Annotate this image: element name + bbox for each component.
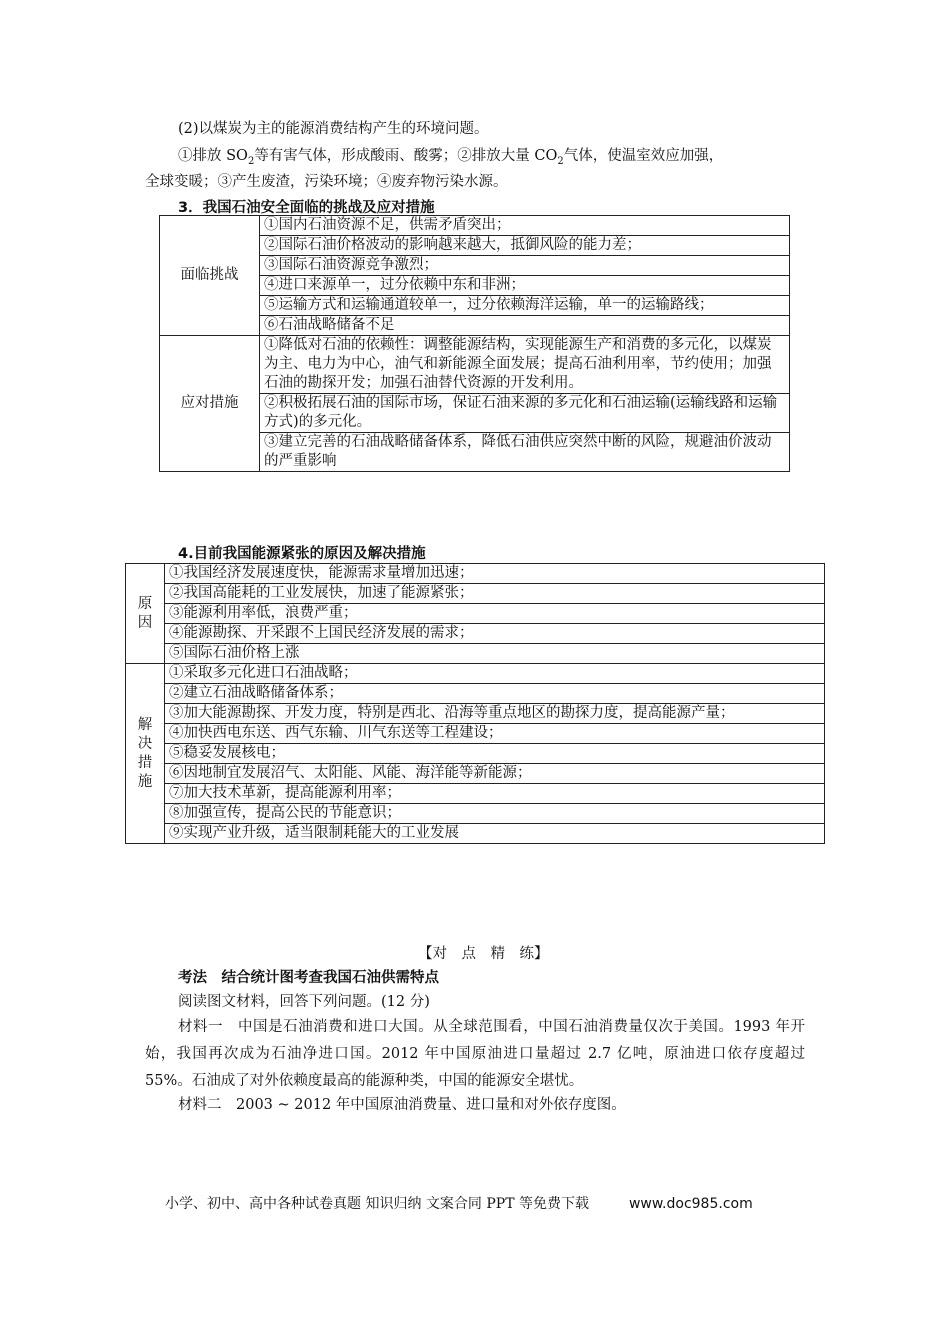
solution-item: ⑨实现产业升级，适当限制耗能大的工业发展 <box>165 824 825 844</box>
so2-subscript: 2 <box>247 155 255 167</box>
footer-text: 小学、初中、高中各种试卷真题 知识归纳 文案合同 PPT 等免费下载 <box>165 1196 589 1212</box>
table-row <box>126 804 825 824</box>
practice-method: 考法 结合统计图考查我国石油供需特点 <box>178 970 439 986</box>
reason-item: ①我国经济发展速度快，能源需求量增加迅速； <box>165 564 825 584</box>
solution-item: ④加快西电东送、西气东输、川气东送等工程建设； <box>165 724 825 744</box>
solution-item: ⑤稳妥发展核电； <box>165 744 825 764</box>
reason-item: ④能源勘探、开采跟不上国民经济发展的需求； <box>165 624 825 644</box>
section3-title: 3．我国石油安全面临的挑战及应对措施 <box>178 200 435 216</box>
challenge-item: ⑥石油战略储备不足 <box>260 316 790 336</box>
table-row <box>160 216 790 236</box>
table-row <box>126 764 825 784</box>
table-row <box>126 584 825 604</box>
table-row <box>126 644 825 664</box>
oil-security-table <box>159 215 790 472</box>
challenge-item: ③国际石油资源竞争激烈； <box>260 256 790 276</box>
challenge-item: ④进口来源单一，过分依赖中东和非洲； <box>260 276 790 296</box>
table-row <box>126 684 825 704</box>
challenge-item: ②国际石油价格波动的影响越来越大，抵御风险的能力差； <box>260 236 790 256</box>
solution-item: ②建立石油战略储备体系； <box>165 684 825 704</box>
reason-item: ⑤国际石油价格上涨 <box>165 644 825 664</box>
measure-item: ③建立完善的石油战略储备体系，降低石油供应突然中断的风险，规避油价波动的严重影响 <box>260 433 790 472</box>
table-row <box>126 724 825 744</box>
solution-item: ⑥因地制宜发展沼气、太阳能、风能、海洋能等新能源； <box>165 764 825 784</box>
measures-label: 应对措施 <box>160 336 260 472</box>
co2-subscript: 2 <box>557 155 564 167</box>
page-footer <box>165 1193 753 1213</box>
solution-item: ⑧加强宣传，提高公民的节能意识； <box>165 804 825 824</box>
section2-line2: 全球变暖；③产生废渣，污染环境；④废弃物污染水源。 <box>145 174 508 190</box>
material-one: 材料一 中国是石油消费和进口大国。从全球范围看，中国石油消费量仅次于美国。1993 年开始，我国再次成为石油净进口国。2012 年中国原油进口量超过 2.7 亿吨，原油进口依存度超过 55%。石油成了对外依赖度最高的能源种类，中国的能源安全堪忧。 <box>145 1019 805 1089</box>
table-row <box>126 604 825 624</box>
practice-instruction: 阅读图文材料，回答下列问题。(12 分) <box>178 994 430 1010</box>
table-row <box>126 784 825 804</box>
table-row <box>126 564 825 584</box>
section2-heading: (2)以煤炭为主的能源消费结构产生的环境问题。 <box>178 121 489 137</box>
footer-url[interactable]: www.doc985.com <box>628 1196 753 1212</box>
table-row <box>126 624 825 644</box>
table-row <box>126 824 825 844</box>
solutions-label: 解决措施 <box>126 664 165 844</box>
line1-part-a: ①排放 SO <box>178 148 248 164</box>
section4-title: 4.目前我国能源紧张的原因及解决措施 <box>178 546 426 562</box>
challenges-label: 面临挑战 <box>160 216 260 336</box>
reasons-label: 原因 <box>126 564 165 664</box>
challenge-item: ①国内石油资源不足，供需矛盾突出； <box>260 216 790 236</box>
table-row <box>126 664 825 684</box>
energy-shortage-table <box>125 563 825 844</box>
measure-item: ②积极拓展石油的国际市场，保证石油来源的多元化和石油运输(运输线路和运输方式)的多元化。 <box>260 394 790 433</box>
practice-heading: 【对 点 精 练】 <box>418 946 549 962</box>
table-row <box>126 744 825 764</box>
reason-item: ②我国高能耗的工业发展快，加速了能源紧张； <box>165 584 825 604</box>
table-row <box>160 336 790 394</box>
challenge-item: ⑤运输方式和运输通道较单一，过分依赖海洋运输，单一的运输路线； <box>260 296 790 316</box>
measure-item: ①降低对石油的依赖性：调整能源结构，实现能源生产和消费的多元化，以煤炭为主、电力为中心，油气和新能源全面发展；提高石油利用率，节约使用；加强石油的勘探开发；加强石油替代资源的开发利用。 <box>260 336 790 394</box>
reason-item: ③能源利用率低，浪费严重； <box>165 604 825 624</box>
line1-part-b: 等有害气体，形成酸雨、酸雾；②排放大量 CO <box>254 148 558 164</box>
table-row <box>126 704 825 724</box>
material-two: 材料二 2003 ~ 2012 年中国原油消费量、进口量和对外依存度图。 <box>178 1097 626 1113</box>
solution-item: ③加大能源勘探、开发力度，特别是西北、沿海等重点地区的勘探力度，提高能源产量； <box>165 704 825 724</box>
solution-item: ①采取多元化进口石油战略； <box>165 664 825 684</box>
solution-item: ⑦加大技术革新，提高能源利用率； <box>165 784 825 804</box>
section2-line1 <box>178 144 723 167</box>
line1-part-c: 气体，使温室效应加强， <box>563 148 724 164</box>
